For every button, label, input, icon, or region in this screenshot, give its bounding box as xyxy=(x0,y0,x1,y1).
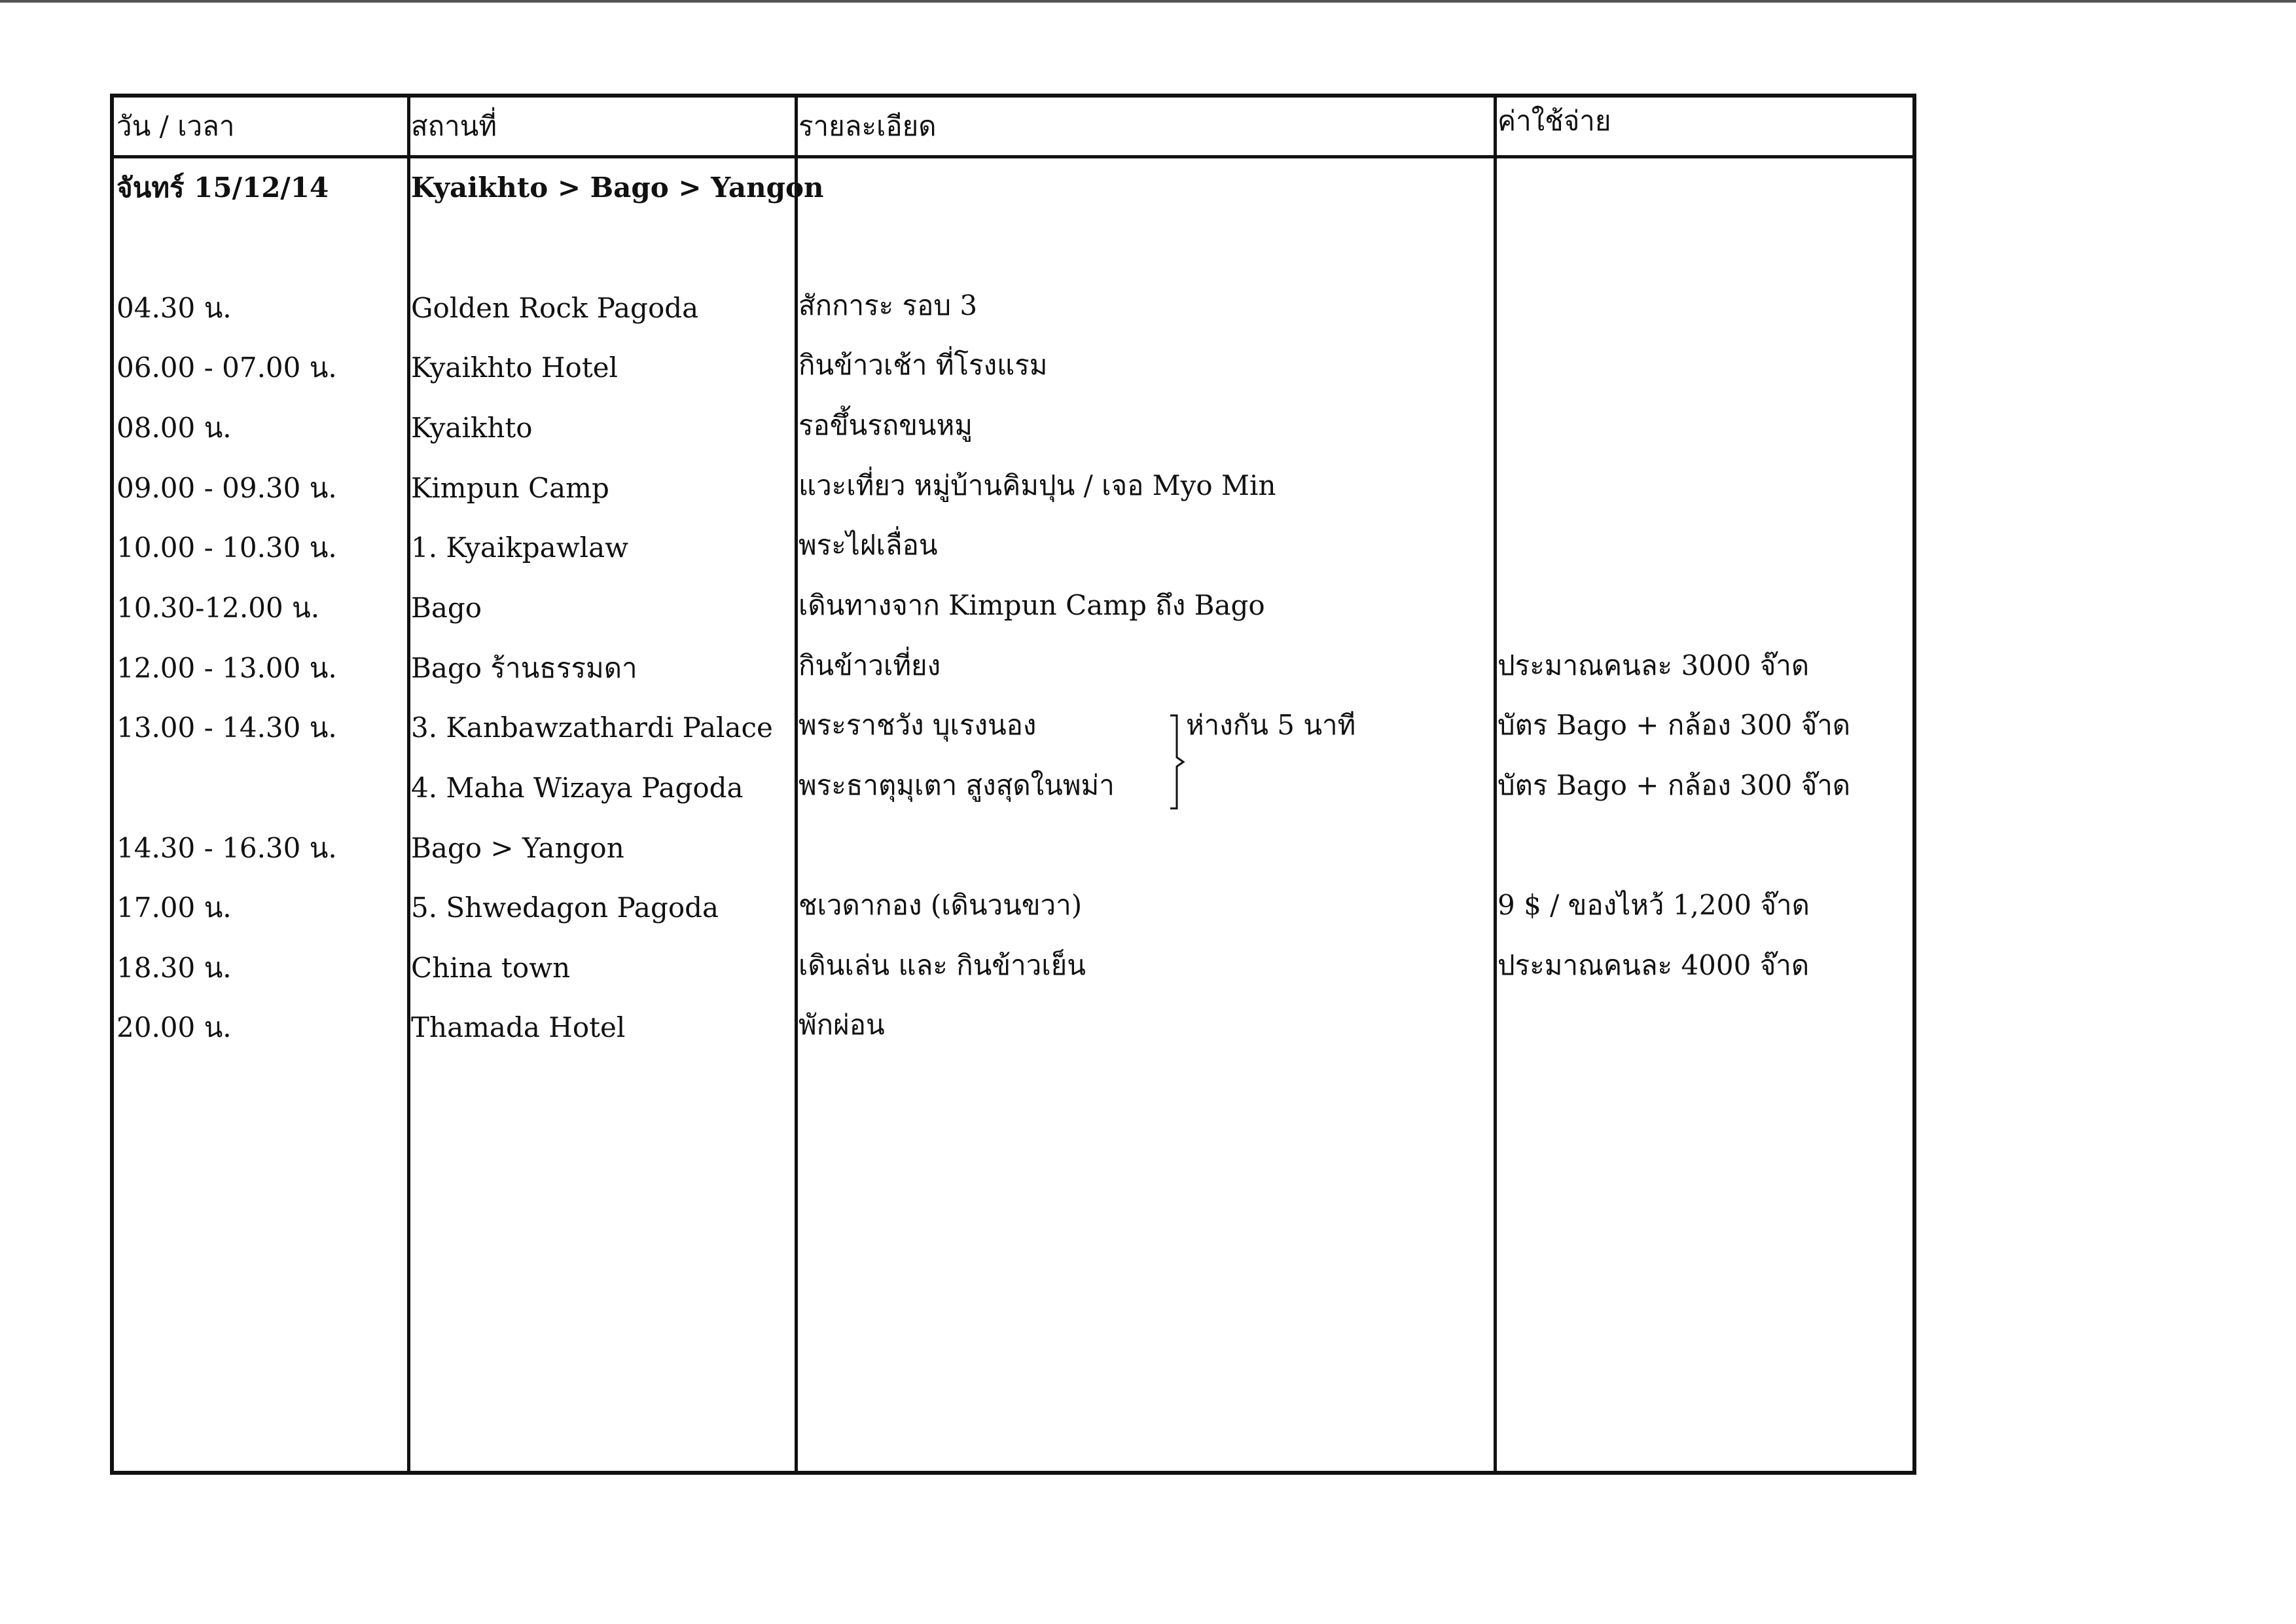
header-cost: ค่าใช้จ่าย xyxy=(1498,105,1611,137)
row-place: China town xyxy=(411,952,571,984)
row-place: Bago xyxy=(411,592,482,624)
row-detail: ชเวดากอง (เดินวนขวา) xyxy=(798,889,1083,921)
row-time: 12.00 - 13.00 น. xyxy=(117,652,337,684)
row-detail: แวะเที่ยว หมู่บ้านคิมปุน / เจอ Myo Min xyxy=(798,469,1276,501)
row-place: 5. Shwedagon Pagoda xyxy=(411,892,719,924)
row-detail: พระราชวัง บุเรงนอง xyxy=(798,709,1037,741)
itinerary-table xyxy=(110,94,1916,1475)
row-detail: พระธาตุมุเตา สูงสุดในพม่า xyxy=(798,769,1115,801)
row-place: 4. Maha Wizaya Pagoda xyxy=(411,772,744,804)
row-time: 14.30 - 16.30 น. xyxy=(117,832,337,864)
row-place: Bago > Yangon xyxy=(411,832,624,864)
row-time: 08.00 น. xyxy=(117,412,232,444)
scan-top-edge xyxy=(0,0,2296,3)
row-detail: พักผ่อน xyxy=(798,1009,885,1041)
row-time: 10.00 - 10.30 น. xyxy=(117,532,337,564)
row-time: 04.30 น. xyxy=(117,292,232,324)
row-place: Kimpun Camp xyxy=(411,472,609,504)
row-time: 09.00 - 09.30 น. xyxy=(117,472,337,504)
header-place: สถานที่ xyxy=(411,110,497,142)
row-time: 06.00 - 07.00 น. xyxy=(117,352,337,384)
row-detail: สักการะ รอบ 3 xyxy=(798,289,978,321)
row-cost: 9 $ / ของไหว้ 1,200 จ๊าด xyxy=(1498,889,1810,921)
row-time: 18.30 น. xyxy=(117,952,232,984)
row-time: 20.00 น. xyxy=(117,1011,232,1043)
row-cost: ประมาณคนละ 4000 จ๊าด xyxy=(1498,949,1810,981)
column-divider-3 xyxy=(1494,98,1497,1471)
row-time: 17.00 น. xyxy=(117,892,232,924)
bracket-note: ห่างกัน 5 นาที xyxy=(1186,709,1356,741)
row-place: Kyaikhto Hotel xyxy=(411,352,618,384)
row-time: 10.30-12.00 น. xyxy=(117,592,320,624)
row-detail: เดินเล่น และ กินข้าวเย็น xyxy=(798,949,1086,981)
row-time: 13.00 - 14.30 น. xyxy=(117,712,337,744)
row-place: Bago ร้านธรรมดา xyxy=(411,652,637,684)
row-detail: เดินทางจาก Kimpun Camp ถึง Bago xyxy=(798,589,1265,621)
header-detail: รายละเอียด xyxy=(798,110,937,142)
header-time: วัน / เวลา xyxy=(117,110,235,142)
row-cost: ประมาณคนละ 3000 จ๊าด xyxy=(1498,649,1810,681)
row-place: 1. Kyaikpawlaw xyxy=(411,532,629,564)
row-cost: บัตร Bago + กล้อง 300 จ๊าด xyxy=(1498,709,1851,741)
row-place: Golden Rock Pagoda xyxy=(411,292,699,324)
row-detail: กินข้าวเช้า ที่โรงแรม xyxy=(798,349,1048,381)
day-date: จันทร์ 15/12/14 xyxy=(117,171,329,204)
row-place: Kyaikhto xyxy=(411,412,533,444)
row-place: Thamada Hotel xyxy=(411,1011,626,1043)
row-place: 3. Kanbawzathardi Palace xyxy=(411,712,773,744)
row-cost: บัตร Bago + กล้อง 300 จ๊าด xyxy=(1498,769,1851,801)
column-divider-2 xyxy=(795,98,798,1471)
header-divider xyxy=(114,155,1912,158)
row-detail: กินข้าวเที่ยง xyxy=(798,649,941,681)
row-detail: รอขึ้นรถขนหมู xyxy=(798,409,973,441)
day-route: Kyaikhto > Bago > Yangon xyxy=(411,171,824,204)
row-detail: พระไฝเลื่อน xyxy=(798,529,938,561)
column-divider-1 xyxy=(407,98,410,1471)
